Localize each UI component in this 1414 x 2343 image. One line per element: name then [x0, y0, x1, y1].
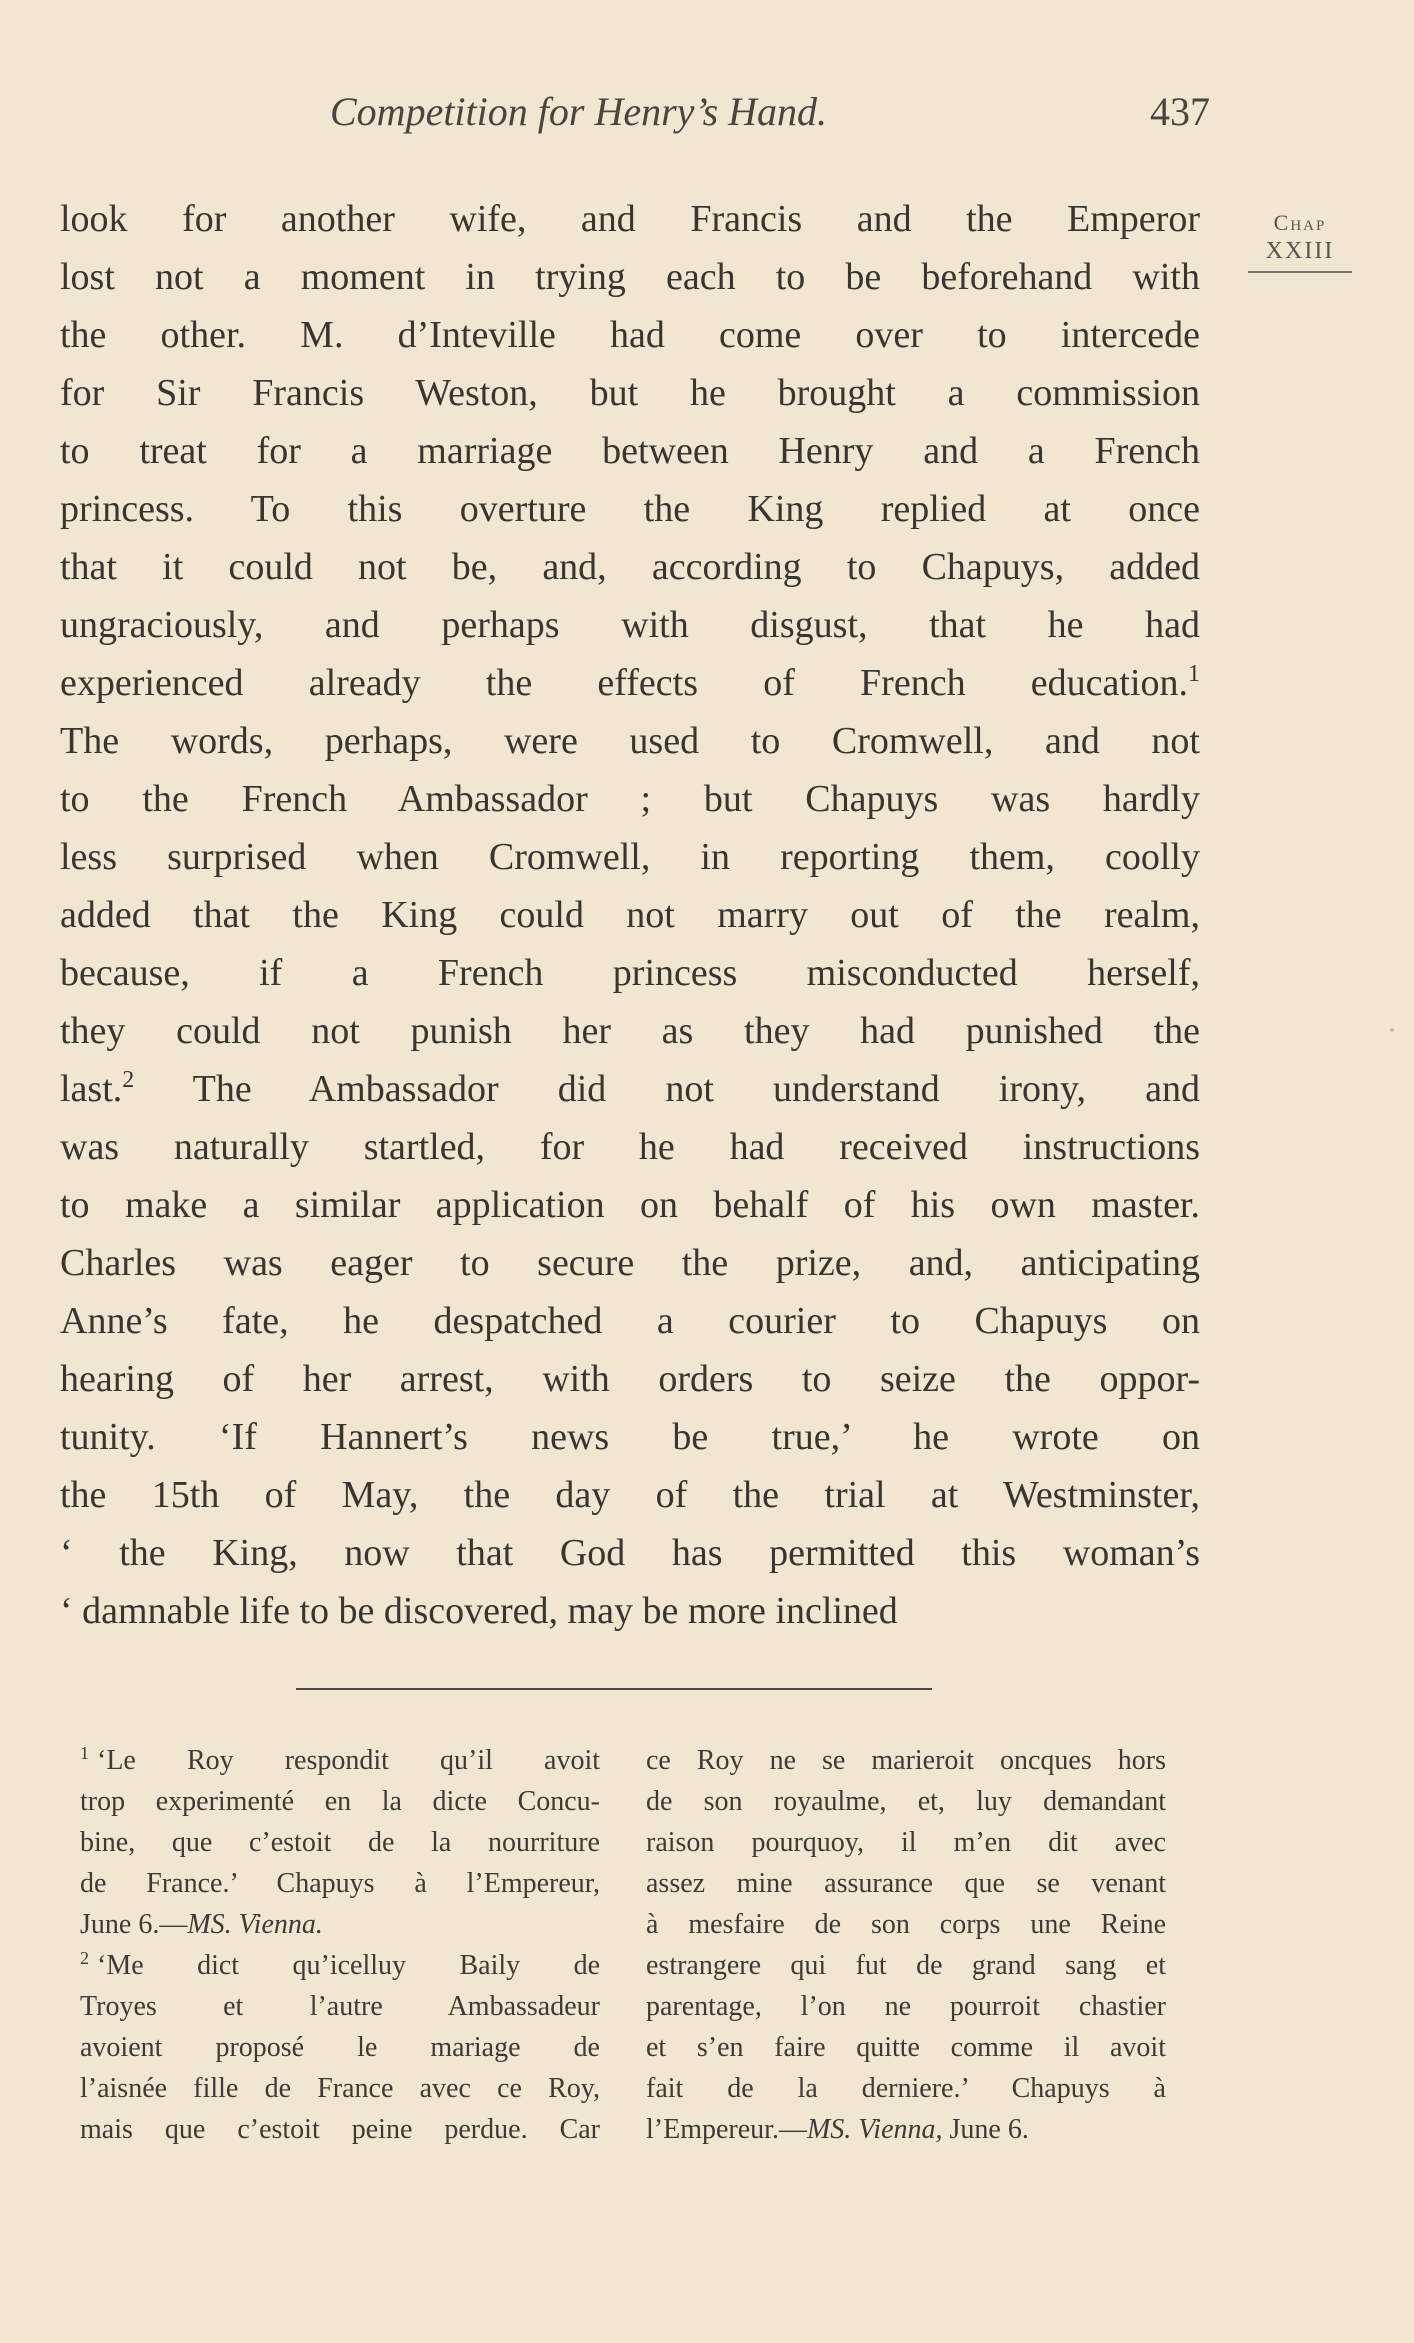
footnote-text: l’Empereur.— [646, 2114, 807, 2145]
body-line: ungraciously, and perhaps with disgust, that he had [60, 604, 1200, 646]
body-line: ‘ the King, now that God has permitted this woman’s [60, 1532, 1200, 1574]
chapter-rule [1248, 271, 1352, 273]
body-line [60, 654, 1200, 712]
chapter-margin-note [1248, 210, 1352, 273]
body-line: was naturally startled, for he had received instructions [60, 1126, 1200, 1168]
page-number: 437 [1150, 89, 1210, 134]
footnote-line: raison pourquoy, il m’en dit avec [646, 1827, 1166, 1858]
footnote-line: l’aisnée fille de France avec ce Roy, [80, 2073, 600, 2104]
paper-speck [1390, 1028, 1394, 1032]
footnote-column-right [646, 1740, 1166, 2150]
footnote-line: et s’en faire quitte comme il avoit [646, 2032, 1166, 2063]
running-title: Competition for Henry’s Hand. [330, 89, 828, 134]
body-line: Anne’s fate, he despatched a courier to Chapuys on [60, 1300, 1200, 1342]
body-line: princess. To this overture the King replied at once [60, 488, 1200, 530]
body-line: Charles was eager to secure the prize, and, anticipating [60, 1242, 1200, 1284]
footnote-column-left [80, 1740, 600, 2150]
body-line [60, 1060, 1200, 1118]
footnote-line: estrangere qui fut de grand sang et [646, 1950, 1166, 1981]
footnote-ref-1: 1 [1188, 661, 1200, 687]
footnote-mark-1: 1 [80, 1743, 89, 1763]
body-line: tunity. ‘If Hannert’s news be true,’ he wrote on [60, 1416, 1200, 1458]
body-line: look for another wife, and Francis and the Emperor [60, 198, 1200, 240]
body-line: added that the King could not marry out of the realm, [60, 894, 1200, 936]
footnote-line: à mesfaire de son corps une Reine [646, 1909, 1166, 1940]
chapter-label: Chap [1273, 210, 1327, 235]
footnote-line: Troyes et l’autre Ambassadeur [80, 1991, 600, 2022]
footnote-line: de France.’ Chapuys à l’Empereur, [80, 1868, 600, 1899]
footnote-date: June 6. [949, 2114, 1029, 2145]
body-line: ‘ damnable life to be discovered, may be more inclined [60, 1590, 898, 1632]
body-line-text: last. [60, 1068, 123, 1110]
footnote-line: avoient proposé le mariage de [80, 2032, 600, 2063]
body-line: to make a similar application on behalf of his own master. [60, 1184, 1200, 1226]
body-text [60, 190, 1200, 1640]
body-line: The words, perhaps, were used to Cromwell, and not [60, 720, 1200, 762]
body-line: less surprised when Cromwell, in reporting them, coolly [60, 836, 1200, 878]
footnote-line [646, 2109, 1166, 2150]
body-line: the 15th of May, the day of the trial at Westminster, [60, 1474, 1200, 1516]
chapter-number: XXIII [1265, 238, 1335, 264]
footnote-line: ce Roy ne se marieroit oncques hors [646, 1745, 1166, 1776]
footnote-line: fait de la derniere.’ Chapuys à [646, 2073, 1166, 2104]
footnote-line: mais que c’estoit peine perdue. Car [80, 2114, 600, 2145]
footnote-text: June 6.— [80, 1909, 188, 1940]
body-line: for Sir Francis Weston, but he brought a commission [60, 372, 1200, 414]
body-line: that it could not be, and, according to Chapuys, added [60, 546, 1200, 588]
footnote-line: bine, que c’estoit de la nourriture [80, 1827, 600, 1858]
footnote-mark-2: 2 [80, 1948, 89, 1968]
footnote-line [80, 1904, 600, 1945]
footnote-source: MS. Vienna, [806, 2114, 943, 2145]
footnote-line [80, 1740, 600, 1781]
body-line-text: experienced already the effects of French education. [60, 662, 1188, 704]
body-line: hearing of her arrest, with orders to seize the oppor- [60, 1358, 1200, 1400]
footnote-source: MS. Vienna. [187, 1909, 323, 1940]
footnote-text: ‘Le Roy respondit qu’il avoit [97, 1745, 600, 1776]
footnote-line [80, 1945, 600, 1986]
footnote-text: ‘Me dict qu’icelluy Baily de [97, 1950, 600, 1981]
body-line: because, if a French princess misconducted herself, [60, 952, 1200, 994]
footnote-line: de son royaulme, et, luy demandant [646, 1786, 1166, 1817]
body-line: to treat for a marriage between Henry and a French [60, 430, 1200, 472]
body-line: lost not a moment in trying each to be beforehand with [60, 256, 1200, 298]
footnote-ref-2: 2 [122, 1067, 135, 1093]
footnote-divider [296, 1688, 932, 1690]
body-line: to the French Ambassador ; but Chapuys was hardly [60, 778, 1200, 820]
footnote-line: parentage, l’on ne pourroit chastier [646, 1991, 1166, 2022]
footnote-line: trop experimenté en la dicte Concu- [80, 1786, 600, 1817]
body-line: the other. M. d’Inteville had come over to intercede [60, 314, 1200, 356]
body-line: they could not punish her as they had punished the [60, 1010, 1200, 1052]
footnote-line: assez mine assurance que se venant [646, 1868, 1166, 1899]
body-line-text: The Ambassador did not understand irony, and [192, 1068, 1200, 1110]
running-head [330, 88, 1210, 148]
